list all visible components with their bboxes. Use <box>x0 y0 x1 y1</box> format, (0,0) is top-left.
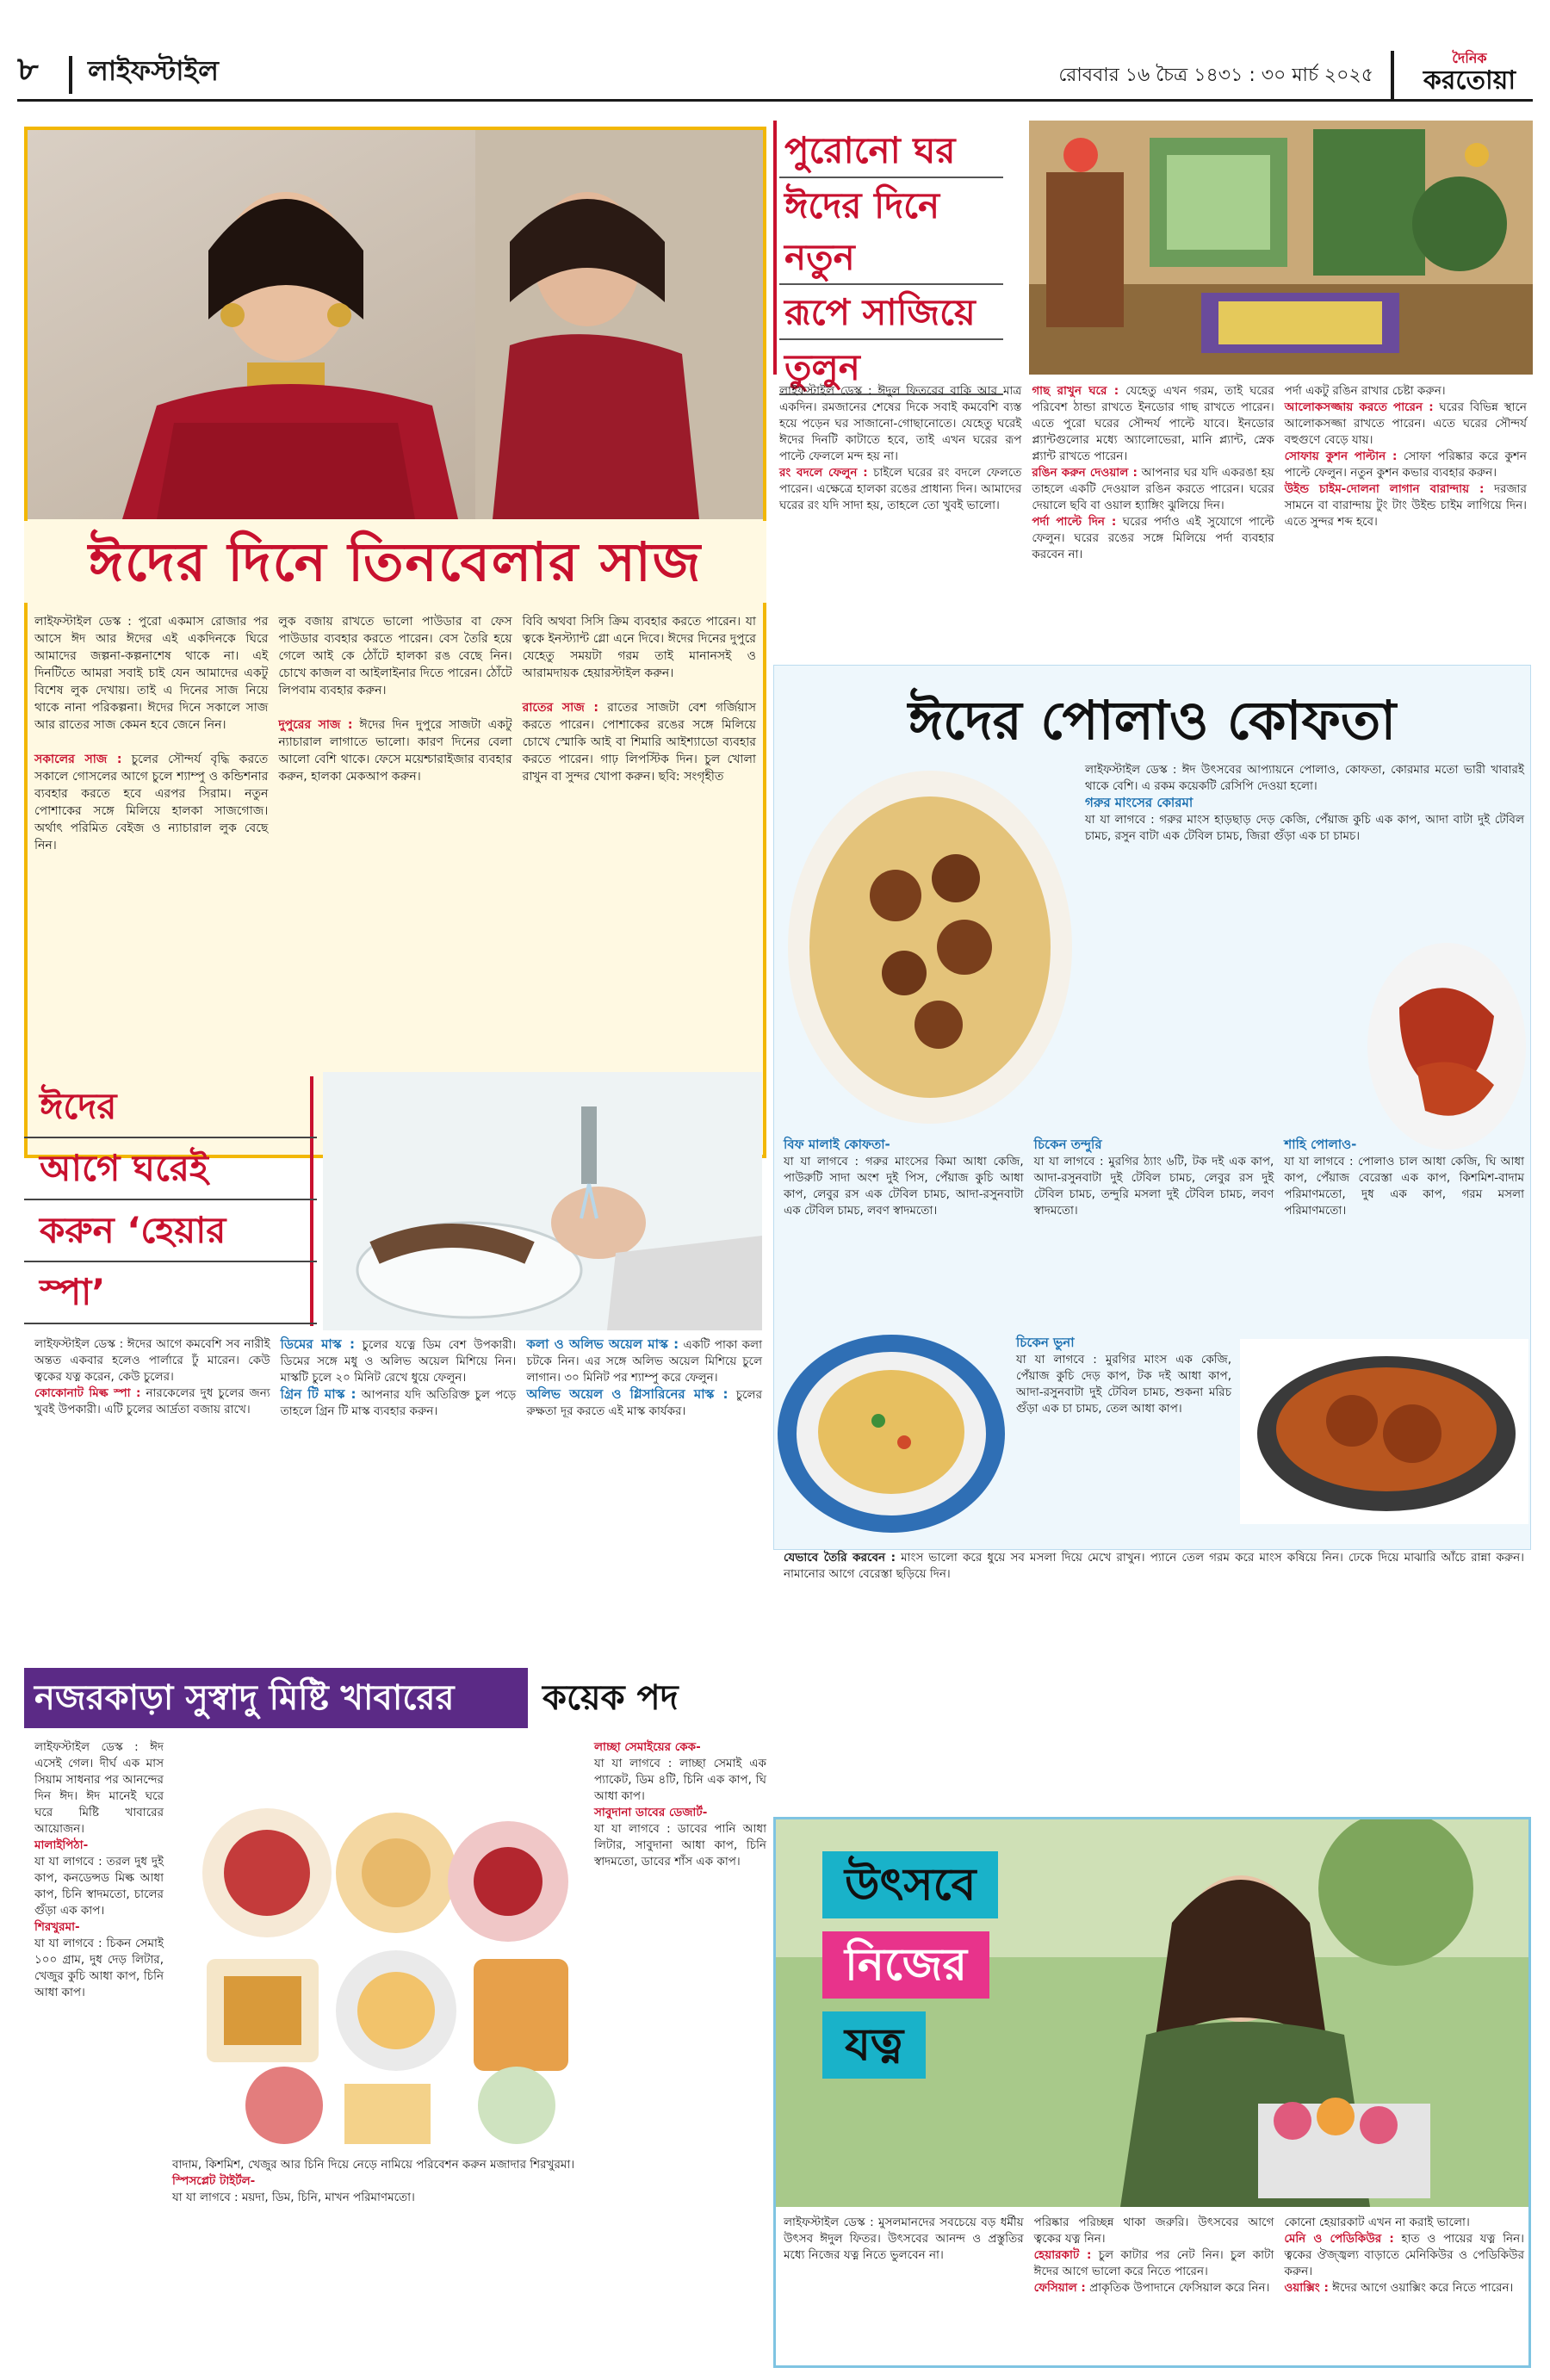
story2-col3d-text: দরজার সামনে বা বারান্দায় টুং টাং উইন্ড চাইম লাগিয়ে দিন। এতে সুন্দর শব্দ হবে। <box>1284 482 1527 529</box>
story1-col3b-text: রাতের সাজটা বেশ গর্জিয়াস করতে পারেন। পোশাকের রঙের সঙ্গে মিলিয়ে চোখে স্মোকি আই বা শিমারি আইশ্যাডো ব্যবহার করতে পারেন। গাঢ় লিপস্টিক দিন। চুল খোলা রাখুন বা সুন্দর খোপা করুন। ছবি: সংগৃহীত <box>522 701 756 784</box>
story6-col1 <box>784 2215 1024 2361</box>
story4-photo <box>323 1072 762 1330</box>
story4-headline-line4: স্পা’ <box>24 1262 317 1324</box>
story4-col3-text: একটি পাকা কলা চটকে নিন। এর সঙ্গে অলিভ অয়েল মিশিয়ে চুলে লাগান। ৩০ মিনিট পর শ্যাম্পু করে ফেলুন। <box>526 1338 763 1385</box>
story1-col2b-text: ঈদের দিন দুপুরে সাজটা একটু ন্যাচারাল লাগাতে ভালো। কারণ দিনের বেলা আলো বেশি থাকে। ফেসে ময়েশ্চারাইজার ব্যবহার করুন, হালকা মেকআপ করুন। <box>278 718 512 784</box>
story6-col2-text: পরিষ্কার পরিচ্ছন্ন থাকা জরুরি। উৎসবের আগে ত্বকের যত্ন নিন। <box>1033 2216 1274 2246</box>
story3-photo-chicken-bhuna <box>1240 1339 1528 1524</box>
masthead <box>17 50 1533 102</box>
story4-headline <box>24 1076 317 1324</box>
story4-sub-olive: অলিভ অয়েল ও গ্লিসারিনের মাস্ক : <box>526 1386 728 1402</box>
story2-accent-rule <box>773 121 777 375</box>
story3-col1-text: যা যা লাগবে : গরুর মাংসের কিমা আধা কেজি, পাউরুটি সাদা অংশ দুই পিস, পেঁয়াজ কুচি আধা কাপ, লেবুর রস এক টেবিল চামচ, আদা-রসুনবাটা এক টেবিল চামচ, লবণ স্বাদমতো। <box>784 1155 1024 1218</box>
story2-sub-plants: গাছ রাখুন ঘরে : <box>1032 384 1119 398</box>
masthead-divider <box>69 56 72 94</box>
story3-col4-text: যা যা লাগবে : পোলাও চাল আধা কেজি, ঘি আধা কাপ, পেঁয়াজ বেরেস্তা এক কাপ, কিশমিশ-বাদাম পরিমাণমতো, দুধ এক কাপ, গরম মসলা পরিমাণমতো। <box>1284 1155 1525 1218</box>
story1-sub-morning: সকালের সাজ : <box>34 753 122 766</box>
room-photo-icon <box>1029 121 1533 375</box>
section-title: লাইফস্টাইল <box>88 54 219 87</box>
story2-col1 <box>779 383 1021 650</box>
story3-col2-text: যা যা লাগবে : গরুর মাংস হাড়ছাড় দেড় কেজি, পেঁয়াজ কুচি এক কাপ, আদা বাটা দুই টেবিল চামচ, রসুন বাটা এক টেবিল চামচ, জিরা গুঁড়া এক চা চামচ। <box>1085 813 1524 843</box>
story1-body <box>34 613 756 1147</box>
story5-headline-tail: কয়েক পদ <box>542 1678 679 1718</box>
story6-col2c-text: প্রাকৃতিক উপাদানে ফেসিয়াল করে নিন। <box>1089 2281 1270 2295</box>
story1-sub-noon: দুপুরের সাজ : <box>278 718 353 732</box>
story3-col6-text: মাংস ভালো করে ধুয়ে সব মসলা দিয়ে মেখে রাখুন। প্যানে তেল গরম করে মাংস কষিয়ে নিন। ঢেকে দিয়ে মাঝারি আঁচে রান্না করুন। নামানোর আগে বেরেস্তা ছড়িয়ে দিন। <box>784 1551 1525 1581</box>
story6-sub-waxing: ওয়াক্সিং : <box>1284 2281 1329 2295</box>
story2-sub-wall: রঙিন করুন দেওয়াল : <box>1032 466 1138 480</box>
story2-headline <box>779 125 1003 397</box>
story6-headline-word2: নিজের <box>822 1931 989 1999</box>
story3-col3 <box>1034 1137 1274 1326</box>
story5-photo <box>172 1804 586 2148</box>
story2-photo <box>1029 121 1533 375</box>
logo-main-text: করতোয়া <box>1423 65 1516 96</box>
story2-col2b-text: আপনার ঘর যদি একরঙা হয় তাহলে একটি দেওয়াল রঙিন করতে পারেন। ঘরের দেয়ালে ছবি বা ওয়াল হ্যাঙ্গিং ঝুলিয়ে দিন। <box>1032 466 1274 512</box>
story4-sub-greentea: গ্রিন টি মাস্ক : <box>280 1386 356 1402</box>
story3-col3-text: যা যা লাগবে : মুরগির ঠ্যাং ৬টি, টক দই এক কাপ, আদা-রসুনবাটা দুই টেবিল চামচ, লেবুর রস দুই টেবিল চামচ, তন্দুরি মসলা দুই টেবিল চামচ, লবণ স্বাদমতো। <box>1033 1155 1274 1218</box>
story2-col3-text: পর্দা একটু রঙিন রাখার চেষ্টা করুন। <box>1284 384 1446 398</box>
story1-headline: ঈদের দিনে তিনবেলার সাজ <box>24 521 766 603</box>
story4-body <box>34 1336 762 1659</box>
story1-col3-text: বিবি অথবা সিসি ক্রিম ব্যবহার করতে পারেন। যা ত্বকে ইনস্ট্যান্ট গ্লো এনে দিবে। ঈদের দিনের দুপুরে যেহেতু সময়টা গরম তাই মানানসই ও আরামদায়ক হেয়ারস্টাইল করুন। <box>522 615 756 680</box>
story3-sub-bhuna: চিকেন ভুনা <box>1016 1335 1075 1350</box>
story6-col2b-text: চুল কাটার পর নেট নিন। চুল কাটা ঈদের আগে ভালো করে নিতে পারেন। <box>1033 2248 1274 2278</box>
story6-sub-manicure: মেনি ও পেডিকিউর : <box>1284 2232 1394 2246</box>
story5-col2-block <box>172 2157 586 2359</box>
page-number: ৮ <box>17 50 39 88</box>
story3-col1 <box>784 1137 1024 1326</box>
story3-headline: ঈদের পোলাও কোফতা <box>908 689 1397 752</box>
story2-headline-line2: ঈদের দিনে নতুন <box>779 180 1003 285</box>
story6-col1-text: লাইফস্টাইল ডেস্ক : মুসলমানদের সবচেয়ে বড় ধর্মীয় উৎসব ঈদুল ফিতর। উৎসবের আনন্দ ও প্রস্তুতির মধ্যে নিজের যত্ন নিতে ভুলবেন না। <box>784 2216 1024 2262</box>
story5-col1 <box>34 1739 164 2359</box>
story3-intro-col <box>1085 762 1524 951</box>
story5-col3-text: যা যা লাগবে : লাচ্ছা সেমাই এক প্যাকেট, ডিম ৪টি, চিনি এক কাপ, ঘি আধা কাপ। <box>594 1757 766 1803</box>
story6-col3c-text: ঈদের আগে ওয়াক্সিং করে নিতে পারেন। <box>1332 2281 1514 2295</box>
story4-sub-coconut: কোকোনাট মিল্ক স্পা : <box>34 1386 141 1400</box>
story6-body <box>784 2215 1524 2361</box>
story5-col3-block <box>594 1739 766 2359</box>
story2-col3b-text: ঘরের বিভিন্ন স্থানে আলোকসজ্জা রাখতে পারেন। এতে ঘরের সৌন্দর্য বহুগুণে বেড়ে যায়। <box>1284 400 1527 447</box>
story3-photo-kofta <box>784 766 1076 1128</box>
story6-sub-facial: ফেসিয়াল : <box>1033 2281 1086 2295</box>
hair-wash-icon <box>323 1072 762 1330</box>
story2-col3c-text: সোফা পরিষ্কার করে কুশন পাল্টে ফেলুন। নতুন কুশন কভার ব্যবহার করুন। <box>1284 449 1527 480</box>
story3-body-bhuna <box>1016 1335 1231 1541</box>
issue-date: রোববার ১৬ চৈত্র ১৪৩১ : ৩০ মার্চ ২০২৫ <box>1058 65 1373 86</box>
story1-col1-text: লাইফস্টাইল ডেস্ক : পুরো একমাস রোজার পর আসে ঈদ আর ঈদের এই একদিনকে ঘিরে আমাদের জল্পনা-কল্পনাশেষ থাকে না। এই দিনটিতে আমরা সবাই চাই যেন আমাদের একটু বিশেষ লুক দেখায়। তাই এ দিনের সাজ নিয়ে থাকে নানা পরিকল্পনা। ঈদের দিনে সকালে সাজ আর রাতের সাজ কেমন হবে জেনে নিন। <box>34 615 269 732</box>
story2-sub-paint: রং বদলে ফেলুন : <box>779 466 868 480</box>
story4-col2 <box>281 1336 517 1659</box>
story4-col1 <box>34 1336 270 1659</box>
story2-col2c-text: ঘরের পর্দাও এই সুযোগে পাল্টে ফেলুন। ঘরের রঙের সঙ্গে মিলিয়ে পর্দা ব্যবহার করবেন না। <box>1032 515 1274 561</box>
story4-col1b-text: নারকেলের দুধ চুলের জন্য খুবই উপকারী। এটি চুলের আর্দ্রতা বজায় রাখে। <box>34 1386 270 1416</box>
pulao-kofta-icon <box>784 766 1076 1128</box>
story2-col3 <box>1285 383 1527 650</box>
story3-intro <box>1085 762 1524 951</box>
story3-sub-shahi: শাহি পোলাও- <box>1284 1137 1357 1152</box>
story4-headline-line1: ঈদের <box>24 1076 317 1138</box>
story3-photo-tandoori <box>1365 939 1528 1154</box>
story5-col3 <box>594 1739 766 2359</box>
story3-sub-tandoori: চিকেন তন্দুরি <box>1033 1137 1102 1152</box>
story2-col2 <box>1032 383 1274 650</box>
story4-col1-text: লাইফস্টাইল ডেস্ক : ঈদের আগে কমবেশি সব নারীই অন্তত একবার হলেও পার্লারে ঢুঁ মারেন। কেউ ত্বকের যত্ন করেন, কেউ চুলের। <box>34 1337 270 1384</box>
story6-headline-word1: উৎসবে <box>822 1851 998 1918</box>
story1-col2-text: লুক বজায় রাখতে ভালো পাউডার বা ফেস পাউডার ব্যবহার করতে পারেন। বেস তৈরি হয়ে গেলে আই কে ঠোঁটে হালকা রঙ বেছে নিন। চোখে কাজল বা আইলাইনার দিতে পারেন। ঠোঁটে লিপবাম ব্যবহার করুন। <box>278 615 512 697</box>
story1-col2 <box>278 613 512 1147</box>
story6-sub-haircut: হেয়ারকাট : <box>1033 2248 1092 2262</box>
chicken-bhuna-icon <box>1240 1339 1528 1524</box>
story2-body <box>779 383 1527 650</box>
story4-col2b-text: আপনার যদি অতিরিক্ত চুল পড়ে তাহলে গ্রিন টি মাস্ক ব্যবহার করুন। <box>280 1388 517 1418</box>
story3-sub-kofta: বিফ মালাই কোফতা- <box>784 1137 890 1152</box>
story4-sub-banana: কলা ও অলিভ অয়েল মাস্ক : <box>526 1336 679 1352</box>
story6-col3b-text: হাত ও পায়ের যত্ন নিন। ত্বকের ঔজ্জ্বল্য বাড়াতে মেনিকিউর ও পেডিকিউর করুন। <box>1284 2232 1525 2278</box>
story2-headline-line3: রূপে সাজিয়ে <box>779 287 1003 340</box>
story2-col2-text: যেহেতু এখন গরম, তাই ঘরের পরিবেশ ঠান্ডা রাখতে ইনডোর গাছ রাখতে পারেন। এতে পুরো ঘরের সৌন্দর্য পাল্টে যাবে। ইনডোর প্ল্যান্টগুলোর মধ্যে অ্যালোভেরা, মানি প্ল্যান্ট, স্নেক প্ল্যান্ট রাখতে পারেন। <box>1032 384 1274 463</box>
story3-intro-text: লাইফস্টাইল ডেস্ক : ঈদ উৎসবের আপ্যায়নে পোলাও, কোফতা, কোরমার মতো ভারী খাবারই থাকে বেশি। এ রকম কয়েকটি রেসিপি দেওয়া হলো। <box>1085 763 1524 793</box>
story2-sub-cushion: সোফায় কুশন পাল্টান : <box>1284 449 1398 463</box>
story5-headline: নজরকাড়া সুস্বাদু মিষ্টি খাবারের <box>34 1678 455 1718</box>
story3-body-mid <box>784 1137 1524 1326</box>
story4-col2-text: চুলের যত্নে ডিম বেশ উপকারী। ডিমের সঙ্গে মধু ও অলিভ অয়েল মিশিয়ে নিন। মাস্কটি চুলে ২০ মিনিট রেখে ধুয়ে ফেলুন। <box>280 1338 517 1385</box>
story5-col1-block <box>34 1739 164 2359</box>
tandoori-chicken-icon <box>1365 939 1528 1154</box>
story5-col1-text: লাইফস্টাইল ডেস্ক : ঈদ এসেই গেল। দীর্ঘ এক মাস সিয়াম সাধনার পর আনন্দের দিন ঈদ। ঈদ মানেই ঘরে ঘরে মিষ্টি খাবারের আয়োজন। <box>34 1740 164 1836</box>
story2-sub-windchime: উইন্ড চাইম-দোলনা লাগান বারান্দায় : <box>1284 482 1485 496</box>
story3-col4 <box>1284 1137 1524 1326</box>
story2-col1b-text: চাইলে ঘরের রং বদলে ফেলতে পারেন। এক্ষেত্রে হালকা রঙের প্রাধান্য দিন। আমাদের ঘরের রং যদি সাদা হয়, তাহলে তো খুবই ভালো। <box>779 466 1022 512</box>
story6-col3 <box>1284 2215 1524 2361</box>
story5-col3b-text: যা যা লাগবে : ডাবের পানি আধা লিটার, সাবুদানা আধা কাপ, চিনি স্বাদমতো, ডাবের শাঁস এক কাপ। <box>594 1822 766 1869</box>
desserts-collage-icon <box>172 1804 586 2148</box>
logo-top-text: দৈনিক <box>1452 50 1487 66</box>
story1-col1 <box>34 613 268 1147</box>
story2-headline-line4: তুলুন <box>779 342 1003 395</box>
story3-sub-method: যেভাবে তৈরি করবেন : <box>784 1551 896 1565</box>
story3-sub-korma: গরুর মাংসের কোরমা <box>1085 795 1194 810</box>
story1-col1b-text: চুলের সৌন্দর্য বৃদ্ধি করতে সকালে গোসলের আগে চুলে শ্যাম্পু ও কন্ডিশনার ব্যবহার করতে হবে এরপর সিরাম। নতুন পোশাকের সঙ্গে মিলিয়ে হালকা সাজগোজ। অর্থাৎ পরিমিত বেইজ ও ন্যাচারাল লুক বেছে নিন। <box>34 753 269 852</box>
story5-col1c-text: যা যা লাগবে : চিকন সেমাই ১০০ গ্রাম, দুধ দেড় লিটার, খেজুর কুচি আধা কাপ, চিনি আধা কাপ। <box>34 1937 164 1999</box>
story3-photo-shahi-pulao <box>775 1330 1008 1537</box>
story2-col1-text: লাইফস্টাইল ডেস্ক : ঈদুল ফিতরের বাকি আর মাত্র একদিন। রমজানের শেষের দিকে সবাই কমবেশি ব্যস্ত হয়ে পড়েন ঘর সাজানো-গোছানোতে। যেহেতু ঘরেই ঈদের দিনটি কাটাতে হবে, তাই এখন ঘরের রূপ পাল্টে ফেললে মন্দ হয় না। <box>779 384 1022 463</box>
story6-col2 <box>1034 2215 1274 2361</box>
story6-headline-word3: যত্ন <box>822 2011 926 2079</box>
story1-sub-night: রাতের সাজ : <box>522 701 598 715</box>
newspaper-logo[interactable] <box>1391 51 1533 99</box>
shahi-pulao-icon <box>775 1330 1008 1537</box>
story4-col3 <box>526 1336 762 1659</box>
story2-headline-line1: পুরোনো ঘর <box>779 125 1003 178</box>
story4-headline-line3: করুন ‘হেয়ার <box>24 1200 317 1262</box>
story5-col1b-text: যা যা লাগবে : তরল দুধ দুই কাপ, কনডেন্সড মিল্ক আধা কাপ, চিনি স্বাদমতো, চালের গুঁড়া এক কাপ। <box>34 1855 164 1918</box>
story5-sub-tart: স্পিসপ্লেট টাইর্টল- <box>172 2174 256 2188</box>
story5-col2b-text: যা যা লাগবে : ময়দা, ডিম, চিনি, মাখন পরিমাণমতো। <box>172 2191 415 2204</box>
story2-sub-curtain: পর্দা পাল্টে দিন : <box>1032 515 1117 529</box>
story5-col2-text: বাদাম, কিশমিশ, খেজুর আর চিনি দিয়ে নেড়ে নামিয়ে পরিবেশন করুন মজাদার শিরখুরমা। <box>172 2158 575 2172</box>
story5-sub-malai: মালাইপিঠা- <box>34 1838 89 1852</box>
story4-headline-line2: আগে ঘরেই <box>24 1138 317 1200</box>
story3-col5-text: যা যা লাগবে : মুরগির মাংস এক কেজি, পেঁয়াজ কুচি দেড় কাপ, টক দই আধা কাপ, আদা-রসুনবাটা দুই টেবিল চামচ, শুকনা মরিচ গুঁড়া এক চা চামচ, তেল আধা কাপ। <box>1016 1353 1231 1416</box>
story5-sub-sabudana: সাবুদানা ডাবের ডেজার্ট- <box>594 1806 708 1819</box>
story1-photo <box>28 130 763 519</box>
story4-sub-egg: ডিমের মাস্ক : <box>280 1336 355 1352</box>
story4-col3b-text: চুলের রুক্ষতা দূর করতে এই মাস্ক কার্যকর। <box>526 1388 763 1418</box>
story3-body-bottom <box>784 1550 1524 1653</box>
story2-sub-lighting: আলোকসজ্জায় করতে পারেন : <box>1284 400 1434 414</box>
story5-sub-shirkhurma: শিরখুরমা- <box>34 1920 80 1934</box>
story1-col3 <box>523 613 756 1147</box>
story5-sub-cake: লাচ্ছা সেমাইয়ের কেক- <box>594 1740 701 1754</box>
story3-col5 <box>1016 1335 1231 1541</box>
story5-col2 <box>172 2157 586 2359</box>
story6-col3-text: কোনো হেয়ারকাট এখন না করাই ভালো। <box>1284 2216 1470 2229</box>
story3-col6 <box>784 1550 1524 1653</box>
model-photo-icon <box>28 130 763 519</box>
